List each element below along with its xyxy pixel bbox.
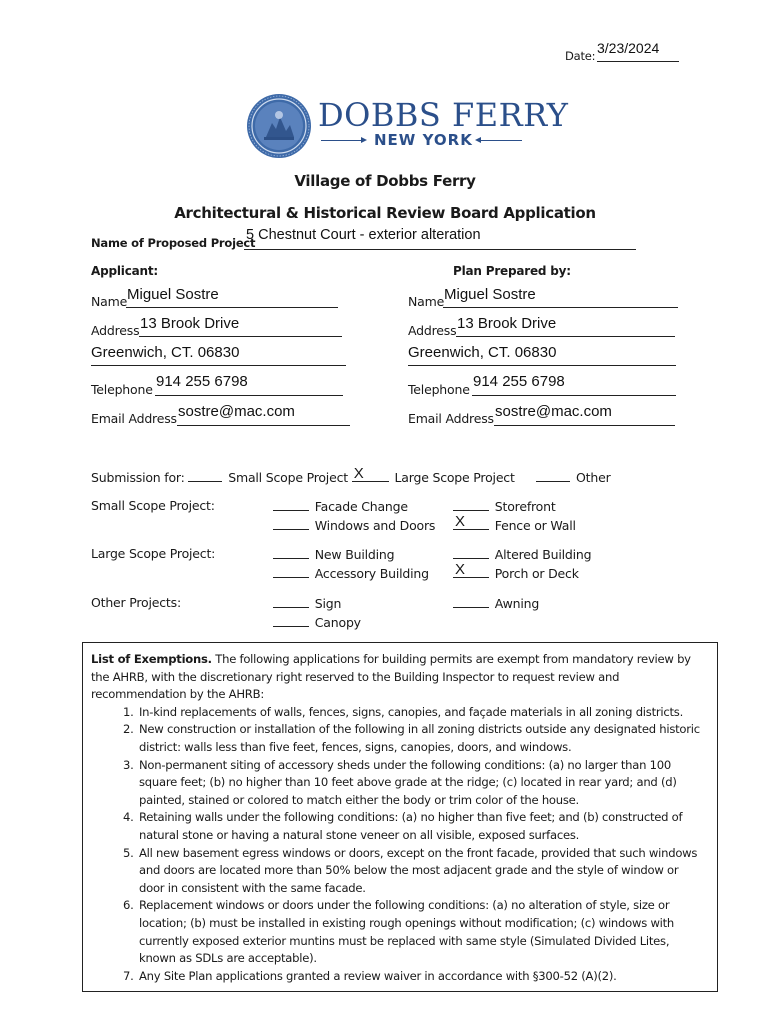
exemption-item: 1. In-kind replacements of walls, fences, signs, canopies, and façade materials in all zoning districts.: [137, 704, 707, 722]
preparer-address-line1[interactable]: 13 Brook Drive: [457, 315, 557, 332]
logo-rule-left: [321, 140, 363, 141]
logo-wordmark: DOBBS FERRY: [318, 96, 569, 134]
applicant-telephone-label: Telephone: [91, 382, 153, 397]
large-scope-label: Large Scope Project:: [91, 546, 216, 561]
option-porch-deck[interactable]: [453, 561, 579, 581]
applicant-name-field[interactable]: Miguel Sostre: [127, 286, 219, 303]
exemptions-intro: [91, 651, 707, 704]
page-subtitle: Architectural & Historical Review Board Application: [174, 204, 596, 222]
date-underline: [597, 61, 679, 62]
applicant-address-underline: [139, 336, 342, 337]
exemption-item: 4. Retaining walls under the following conditions: (a) no higher than five feet; and (b) constructed of natural stone or having a natural stone veneer on all visible, exposed surfaces.: [137, 809, 707, 844]
submission-large-mark: X: [353, 465, 364, 482]
submission-row: [91, 465, 611, 485]
option-awning[interactable]: [453, 595, 539, 611]
exemption-item: 5. All new basement egress windows or doors, except on the front facade, provided that such windows and doors are located more than 50% below the most adjacent grade and the style of window or door in consistent with the same facade.: [137, 845, 707, 898]
porch-deck-mark: X: [455, 561, 465, 578]
windows-doors-label: Windows and Doors: [314, 518, 436, 533]
option-new-building[interactable]: [273, 546, 394, 562]
option-altered-building[interactable]: [453, 546, 591, 562]
preparer-address-underline: [456, 336, 675, 337]
option-canopy[interactable]: [273, 614, 361, 630]
village-seal-logo: [246, 93, 312, 159]
preparer-email-label: Email Address: [408, 411, 494, 426]
applicant-address-line1[interactable]: 13 Brook Drive: [140, 315, 240, 332]
porch-deck-label: Porch or Deck: [494, 566, 579, 581]
project-name-label: Name of Proposed Project: [91, 236, 256, 250]
applicant-address-line2[interactable]: Greenwich, CT. 06830: [91, 344, 240, 361]
exemption-item: 6. Replacement windows or doors under the following conditions: (a) no alteration of style, size or location; (b) must be installed in existing rough openings without modification; (c) windows with currently exposed exterior muntins must be replaced with same style (Simulated Divided Lites, known as SDLs are acceptable).: [137, 897, 707, 967]
applicant-email-label: Email Address: [91, 411, 177, 426]
fence-wall-label: Fence or Wall: [494, 518, 576, 533]
applicant-telephone-field[interactable]: 914 255 6798: [156, 373, 248, 390]
preparer-telephone-underline: [472, 395, 676, 396]
preparer-email-underline: [494, 425, 675, 426]
preparer-telephone-field[interactable]: 914 255 6798: [473, 373, 565, 390]
exemptions-intro-text: The following applications for building permits are exempt from mandatory review by the AHRB, with the discretionary right reserved to the Building Inspector to request review and recommendation by the AHRB:: [91, 652, 691, 702]
submission-small-blank[interactable]: [188, 469, 222, 482]
applicant-name-underline: [126, 307, 338, 308]
logo-rule-right: [480, 140, 522, 141]
applicant-address2-underline: [91, 365, 346, 366]
preparer-name-underline: [443, 307, 678, 308]
exemption-item: 2. New construction or installation of the following in all zoning districts outside any designated historic district: walls less than five feet, fences, signs, canopies, doors, and windows.: [137, 721, 707, 756]
date-label: Date:: [565, 49, 596, 63]
applicant-telephone-underline: [155, 395, 343, 396]
page-title: Village of Dobbs Ferry: [294, 172, 476, 190]
option-storefront[interactable]: [453, 498, 556, 514]
accessory-building-label: Accessory Building: [314, 566, 429, 581]
option-facade-change[interactable]: [273, 498, 408, 514]
preparer-telephone-label: Telephone: [408, 382, 470, 397]
option-sign[interactable]: [273, 595, 341, 611]
option-windows-doors[interactable]: [273, 517, 435, 533]
exemptions-list: [91, 704, 707, 986]
preparer-address2-underline: [408, 365, 676, 366]
small-scope-label: Small Scope Project:: [91, 498, 215, 513]
date-field[interactable]: 3/23/2024: [597, 40, 660, 56]
new-building-label: New Building: [314, 547, 395, 562]
preparer-address-line2[interactable]: Greenwich, CT. 06830: [408, 344, 557, 361]
option-accessory-building[interactable]: [273, 565, 429, 581]
awning-label: Awning: [494, 596, 540, 611]
canopy-label: Canopy: [314, 615, 361, 630]
submission-label: Submission for:: [91, 470, 185, 485]
facade-change-label: Facade Change: [314, 499, 408, 514]
applicant-heading: Applicant:: [91, 264, 158, 278]
preparer-name-field[interactable]: Miguel Sostre: [444, 286, 536, 303]
preparer-heading: Plan Prepared by:: [453, 264, 571, 278]
sign-label: Sign: [314, 596, 342, 611]
exemption-item: 3. Non-permanent siting of accessory sheds under the following conditions: (a) no larger than 100 square feet; (b) no higher than 10 feet above grade at the ridge; (c) located in rear yard; and (d) painted, stained or colored to match either the body or trim color of the house.: [137, 757, 707, 810]
preparer-email-field[interactable]: sostre@mac.com: [495, 403, 612, 420]
submission-other-blank[interactable]: [536, 469, 570, 482]
applicant-name-label: Name: [91, 294, 128, 309]
submission-small-label: Small Scope Project: [228, 470, 348, 485]
exemptions-box: [82, 642, 718, 992]
submission-other-label: Other: [576, 470, 611, 485]
submission-large-blank[interactable]: [352, 465, 389, 482]
altered-building-label: Altered Building: [494, 547, 592, 562]
applicant-email-underline: [177, 425, 350, 426]
fence-wall-mark: X: [455, 513, 465, 530]
exemption-item: 7. Any Site Plan applications granted a review waiver in accordance with §300-52 (A)(2).: [137, 968, 707, 986]
logo-subtitle: NEW YORK: [374, 131, 473, 149]
applicant-email-field[interactable]: sostre@mac.com: [178, 403, 295, 420]
project-name-underline: [244, 249, 636, 250]
submission-large-label: Large Scope Project: [394, 470, 515, 485]
logo-rule-left-dot: [361, 137, 367, 143]
storefront-label: Storefront: [494, 499, 556, 514]
applicant-address-label: Address: [91, 323, 140, 338]
project-name-field[interactable]: 5 Chestnut Court - exterior alteration: [246, 227, 481, 243]
option-fence-wall[interactable]: [453, 513, 576, 533]
preparer-address-label: Address: [408, 323, 457, 338]
other-projects-label: Other Projects:: [91, 595, 181, 610]
exemptions-heading: List of Exemptions.: [91, 652, 212, 666]
preparer-name-label: Name: [408, 294, 445, 309]
